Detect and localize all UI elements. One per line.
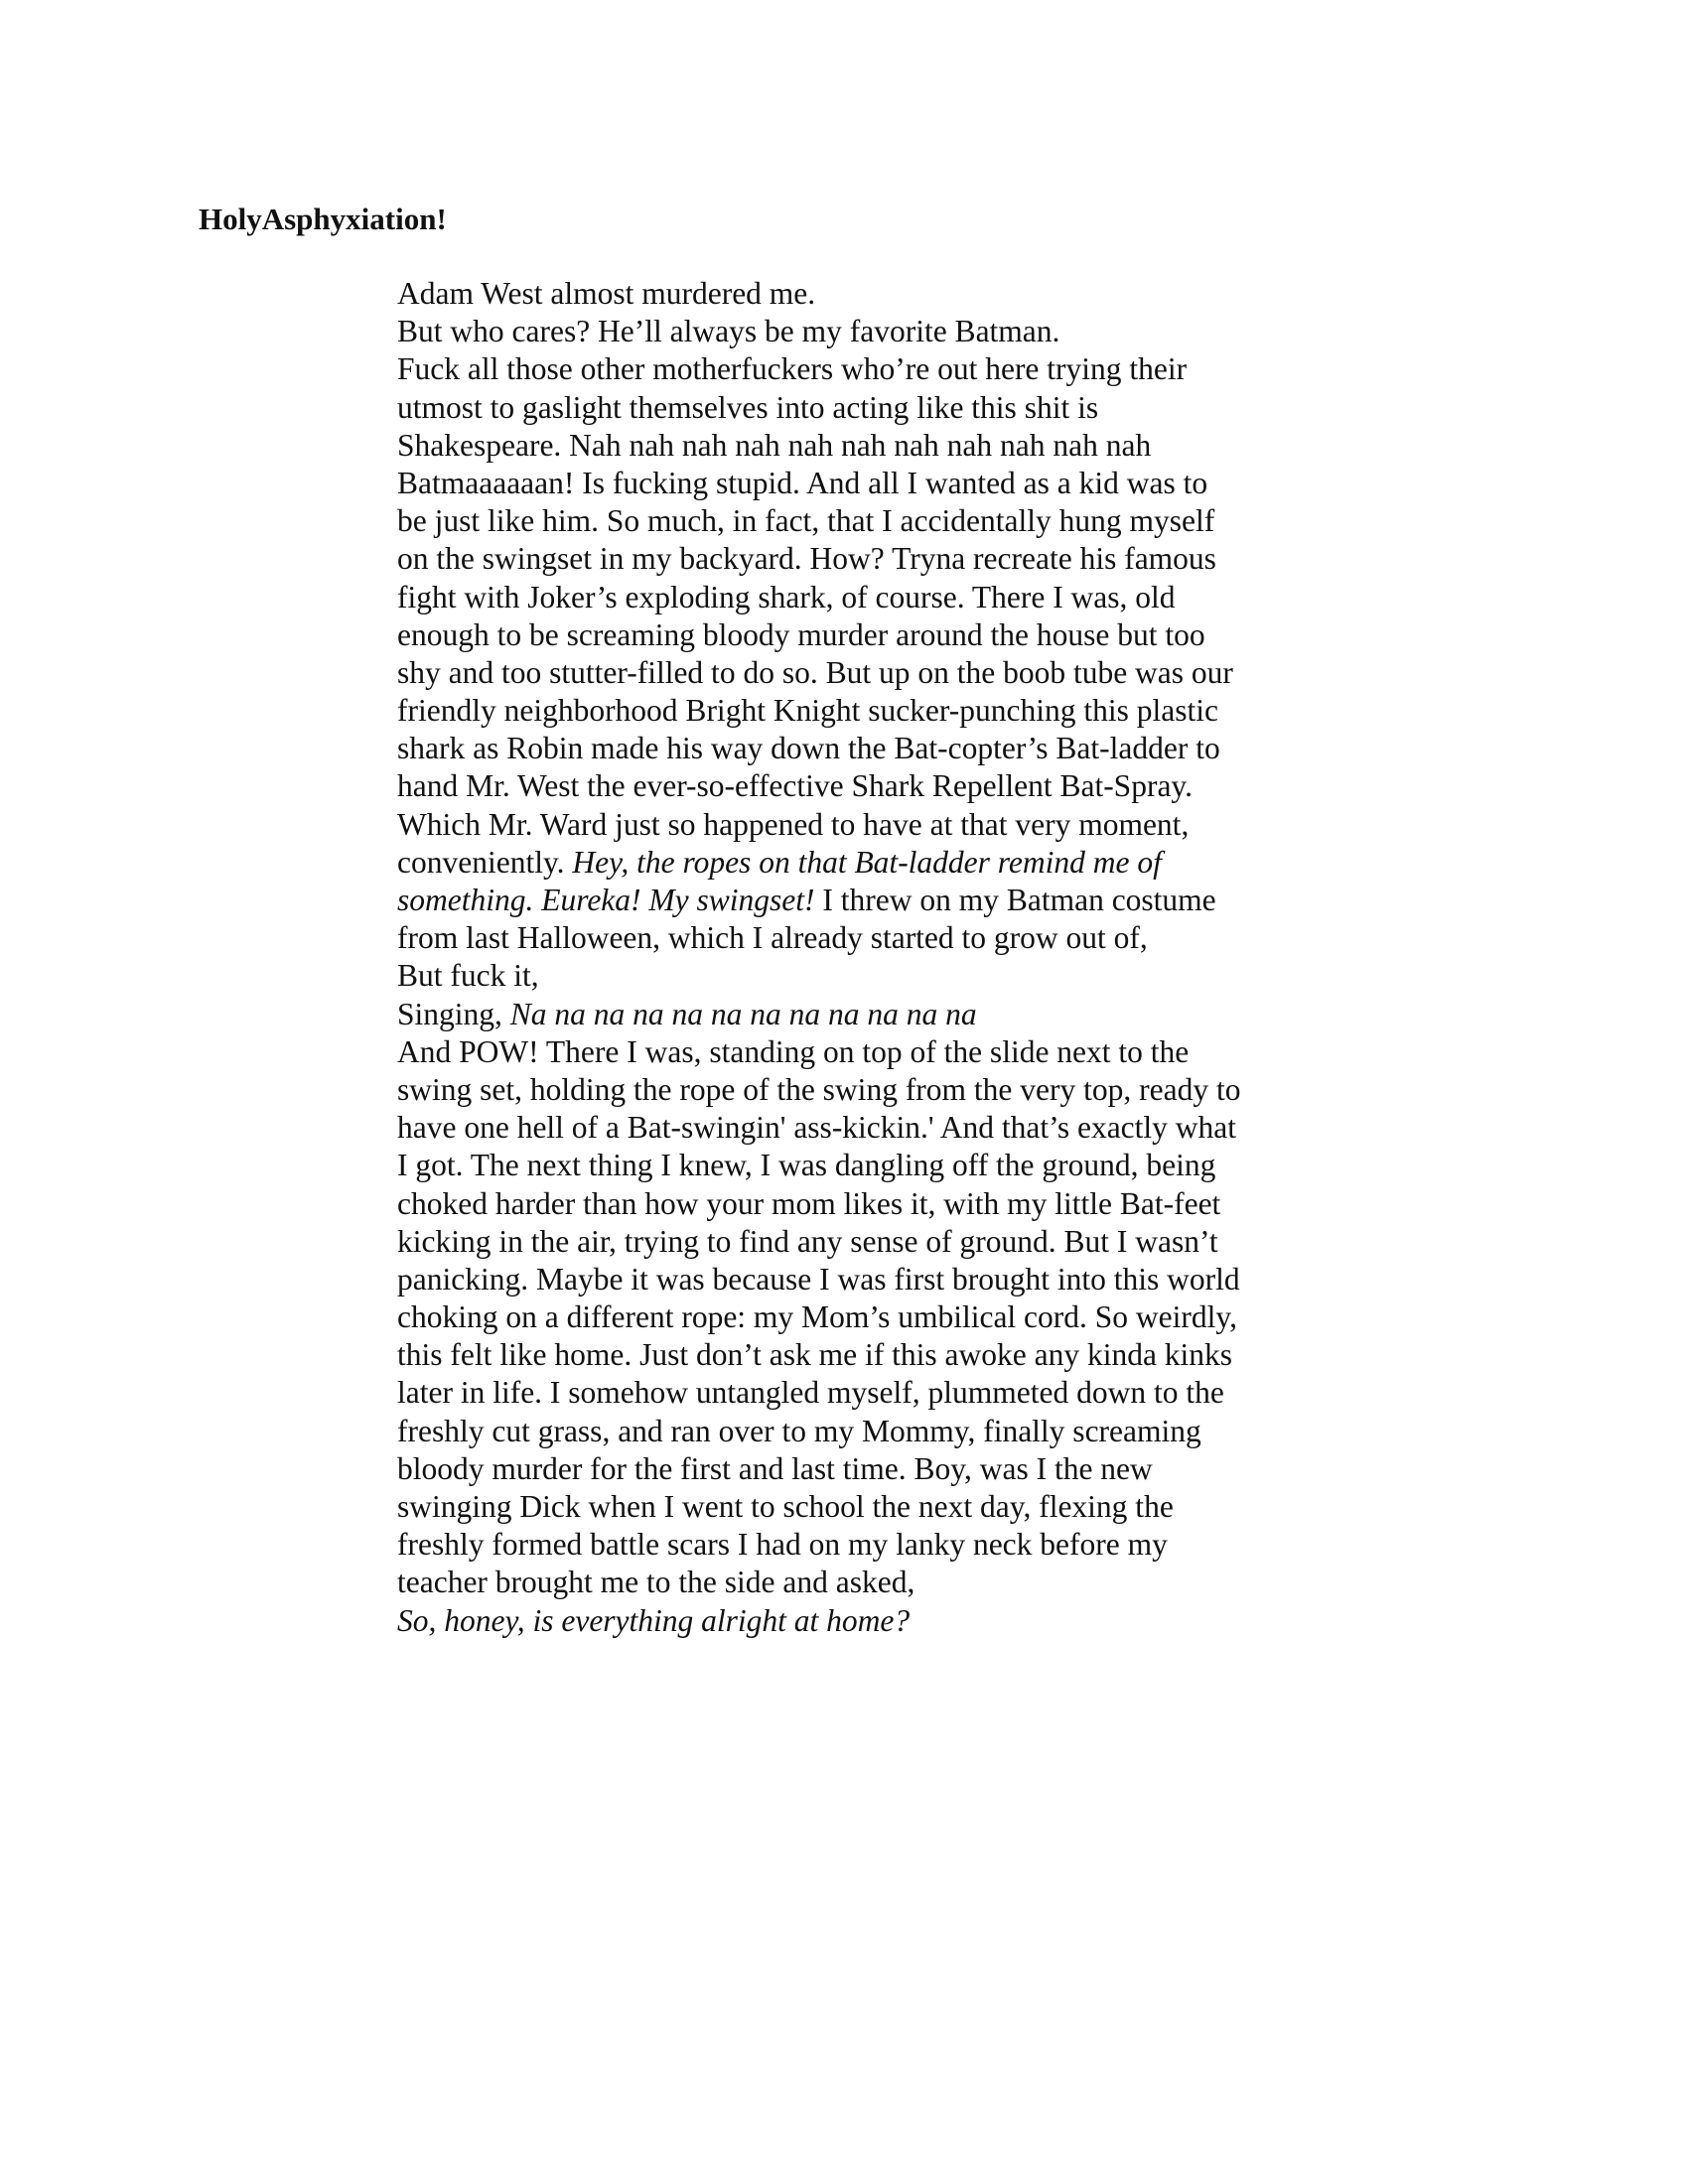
poem-line: utmost to gaslight themselves into acting like this shit is bbox=[397, 389, 1099, 425]
poem-line: on the swingset in my backyard. How? Tryna recreate his famous bbox=[397, 541, 1216, 577]
poem-line: have one hell of a Bat-swingin' ass-kickin.' And that’s exactly what bbox=[397, 1110, 1237, 1146]
poem-line: Which Mr. Ward just so happened to have at that very moment, bbox=[397, 806, 1190, 842]
poem-line: Shakespeare. Nah nah nah nah nah nah nah nah nah nah nah bbox=[397, 427, 1152, 463]
poem-line: shy and too stutter-filled to do so. But up on the boob tube was our bbox=[397, 654, 1233, 690]
poem-line-segment: Singing, bbox=[397, 996, 510, 1031]
poem-line: this felt like home. Just don’t ask me if this awoke any kinda kinks bbox=[397, 1337, 1233, 1373]
poem-line: Batmaaaaaan! Is fucking stupid. And all I wanted as a kid was to bbox=[397, 465, 1208, 500]
poem-line-segment: conveniently. bbox=[397, 844, 573, 880]
poem-line: fight with Joker’s exploding shark, of course. There I was, old bbox=[397, 579, 1176, 614]
poem-line: swinging Dick when I went to school the next day, flexing the bbox=[397, 1489, 1174, 1524]
poem-line: choking on a different rope: my Mom’s umbilical cord. So weirdly, bbox=[397, 1299, 1237, 1335]
poem-line: choked harder than how your mom likes it, with my little Bat-feet bbox=[397, 1185, 1221, 1221]
poem-line: hand Mr. West the ever-so-effective Shark Repellent Bat-Spray. bbox=[397, 768, 1194, 804]
poem-line: But fuck it, bbox=[397, 958, 539, 994]
poem-line: I got. The next thing I knew, I was dangling off the ground, being bbox=[397, 1148, 1216, 1183]
poem-line: Adam West almost murdered me. bbox=[397, 276, 816, 311]
poem-line-italic-segment: Na na na na na na na na na na na na bbox=[509, 996, 977, 1031]
poem-line: And POW! There I was, standing on top of the slide next to the bbox=[397, 1033, 1190, 1069]
poem-line bbox=[397, 996, 1311, 1033]
poem-line-italic: So, honey, is everything alright at home? bbox=[397, 1602, 911, 1638]
document-title: HolyAsphyxiation! bbox=[199, 202, 447, 236]
poem-line-segment: I threw on my Batman costume bbox=[814, 883, 1216, 917]
poem-line-italic-segment: something. Eureka! My swingset! bbox=[397, 883, 815, 917]
poem-line: bloody murder for the first and last time. Boy, was I the new bbox=[397, 1450, 1153, 1486]
poem-line bbox=[397, 844, 1311, 882]
poem-line: freshly formed battle scars I had on my lanky neck before my bbox=[397, 1527, 1168, 1563]
poem-line-italic-segment: Hey, the ropes on that Bat-ladder remind me of bbox=[572, 844, 1162, 880]
poem-line: panicking. Maybe it was because I was first brought into this world bbox=[397, 1261, 1240, 1297]
poem-line: freshly cut grass, and ran over to my Mommy, finally screaming bbox=[397, 1413, 1201, 1448]
poem-line: friendly neighborhood Bright Knight sucker-punching this plastic bbox=[397, 693, 1218, 729]
poem-line: from last Halloween, which I already started to grow out of, bbox=[397, 920, 1148, 956]
poem-line: Fuck all those other motherfuckers who’re out here trying their bbox=[397, 351, 1188, 387]
poem-line bbox=[397, 882, 1311, 919]
poem-line: shark as Robin made his way down the Bat-copter’s Bat-ladder to bbox=[397, 731, 1220, 766]
poem-line: swing set, holding the rope of the swing from the very top, ready to bbox=[397, 1071, 1241, 1107]
poem-line: later in life. I somehow untangled myself, plummeted down to the bbox=[397, 1375, 1224, 1411]
poem-line: enough to be screaming bloody murder around the house but too bbox=[397, 616, 1205, 652]
poem-line: teacher brought me to the side and asked, bbox=[397, 1565, 915, 1600]
poem-line: be just like him. So much, in fact, that I accidentally hung myself bbox=[397, 503, 1215, 539]
poem-body bbox=[397, 275, 1311, 1640]
poem-line: kicking in the air, trying to find any sense of ground. But I wasn’t bbox=[397, 1223, 1218, 1259]
poem-line: But who cares? He’ll always be my favorite Batman. bbox=[397, 314, 1060, 349]
